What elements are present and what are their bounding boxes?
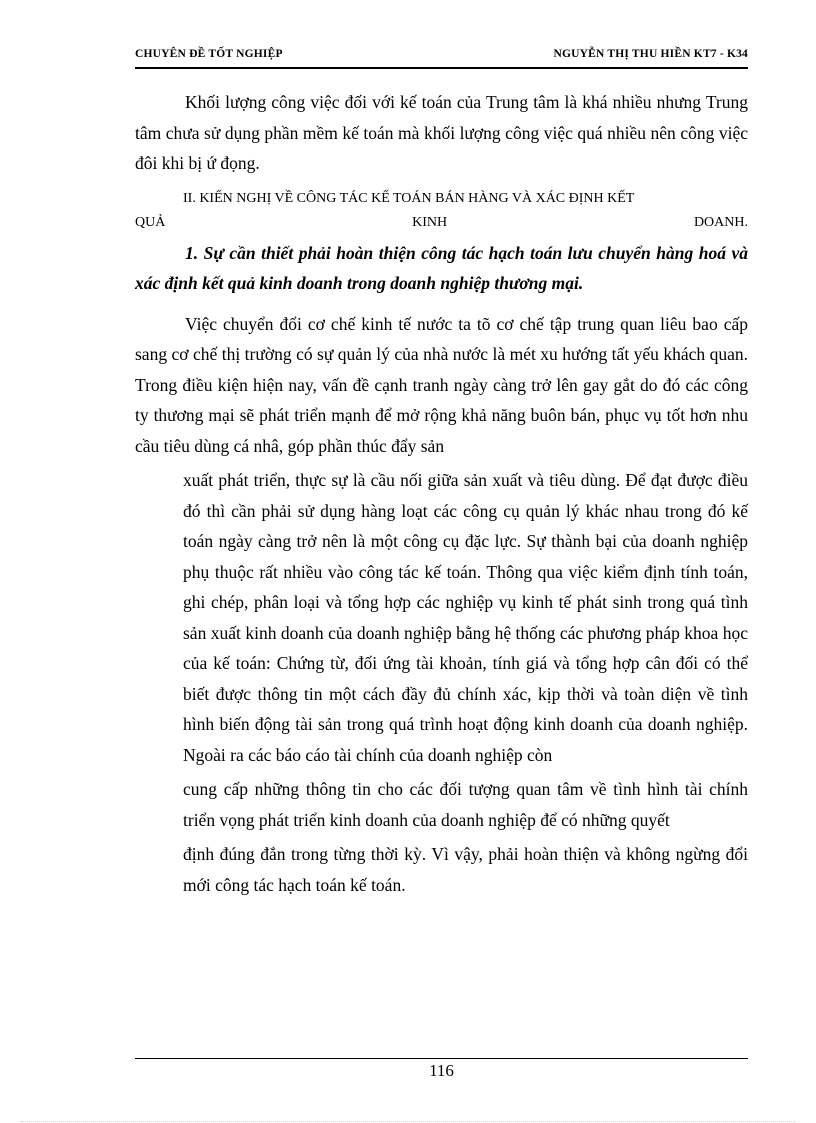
header-divider bbox=[135, 67, 748, 69]
section-title: II. KIẾN NGHỊ VỀ CÔNG TÁC KẾ TOÁN BÁN HÀNG VÀ XÁC ĐỊNH KẾT bbox=[183, 190, 635, 206]
subsection-heading: 1. Sự cần thiết phải hoàn thiện công tác hạch toán lưu chuyển hàng hoá và xác định kết quả kinh doanh trong doanh nghiệp thương mại. bbox=[135, 242, 748, 293]
page-number: 116 bbox=[429, 1061, 454, 1080]
section-title-word: KINH bbox=[412, 214, 448, 230]
paragraph-market-transition: Việc chuyển đổi cơ chế kinh tế nước ta tõ cơ chế tập trung quan liêu bao cấp sang cơ chế thị trường có sự quản lý của nhà nước là mét xu hướng tất yếu khách quan. Trong điều kiện hiện nay, vấn đề cạnh tranh ngày càng trở lên gay gắt do đó các công ty thương mại sẽ phát triển mạnh để mở rộng khả năng buôn bán, phục vụ tốt hơn nhu cầu tiêu dùng cá nhâ, góp phần thúc đẩy sản bbox=[135, 313, 748, 456]
paragraph-workload: Khối lượng công việc đối với kế toán của Trung tâm là khá nhiều nhưng Trung tâm chưa sử dụng phần mềm kế toán mà khối lượng công việc quá nhiều nên công việc đôi khi bị ứ đọng. bbox=[135, 92, 748, 173]
paragraph-information: cung cấp những thông tin cho các đối tượng quan tâm về tình hình tài chính triển vọng phát triển kinh doanh của doanh nghiệp để có những quyết bbox=[183, 779, 748, 830]
paragraph-conclusion: định đúng đắn trong từng thời kỳ. Vì vậy, phải hoàn thiện và không ngừng đổi mới công tác hạch toán kế toán. bbox=[183, 844, 748, 895]
header-author: NGUYỄN THỊ THU HIỀN KT7 - K34 bbox=[553, 48, 748, 60]
footer-divider bbox=[135, 1058, 748, 1059]
header-thesis-title: CHUYÊN ĐỀ TỐT NGHIỆP bbox=[135, 48, 283, 60]
section-title-continuation bbox=[135, 212, 748, 234]
paragraph-accounting-role: xuất phát triển, thực sự là cầu nối giữa sản xuất và tiêu dùng. Để đạt được điều đó thì cần phải sử dụng hàng loạt các công cụ quản lý khác nhau trong đó kế toán ngày càng trở nên là một công cụ đặc lực. Sự thành bại của doanh nghiệp phụ thuộc rất nhiều vào công tác kế toán. Thông qua việc kiểm định tính toán, ghi chép, phân loại và tổng hợp các nghiệp vụ kinh tế phát sinh trong quá tình sản xuất kinh doanh của doanh nghiệp bằng hệ thống các phương pháp khoa học của kế toán: Chứng từ, đối ứng tài khoản, tính giá và tổng hợp cân đối có thể biết được thông tin một cách đầy đủ chính xác, kịp thời và toàn diện về tình hình biến động tài sản trong quá trình hoạt động kinh doanh của doanh nghiệp. Ngoài ra các báo cáo tài chính của doanh nghiệp còn bbox=[183, 470, 748, 765]
page-edge-divider bbox=[20, 1121, 796, 1122]
section-title-word: QUẢ bbox=[135, 214, 166, 230]
section-title-word: DOANH. bbox=[693, 214, 748, 230]
page-body bbox=[135, 87, 748, 900]
